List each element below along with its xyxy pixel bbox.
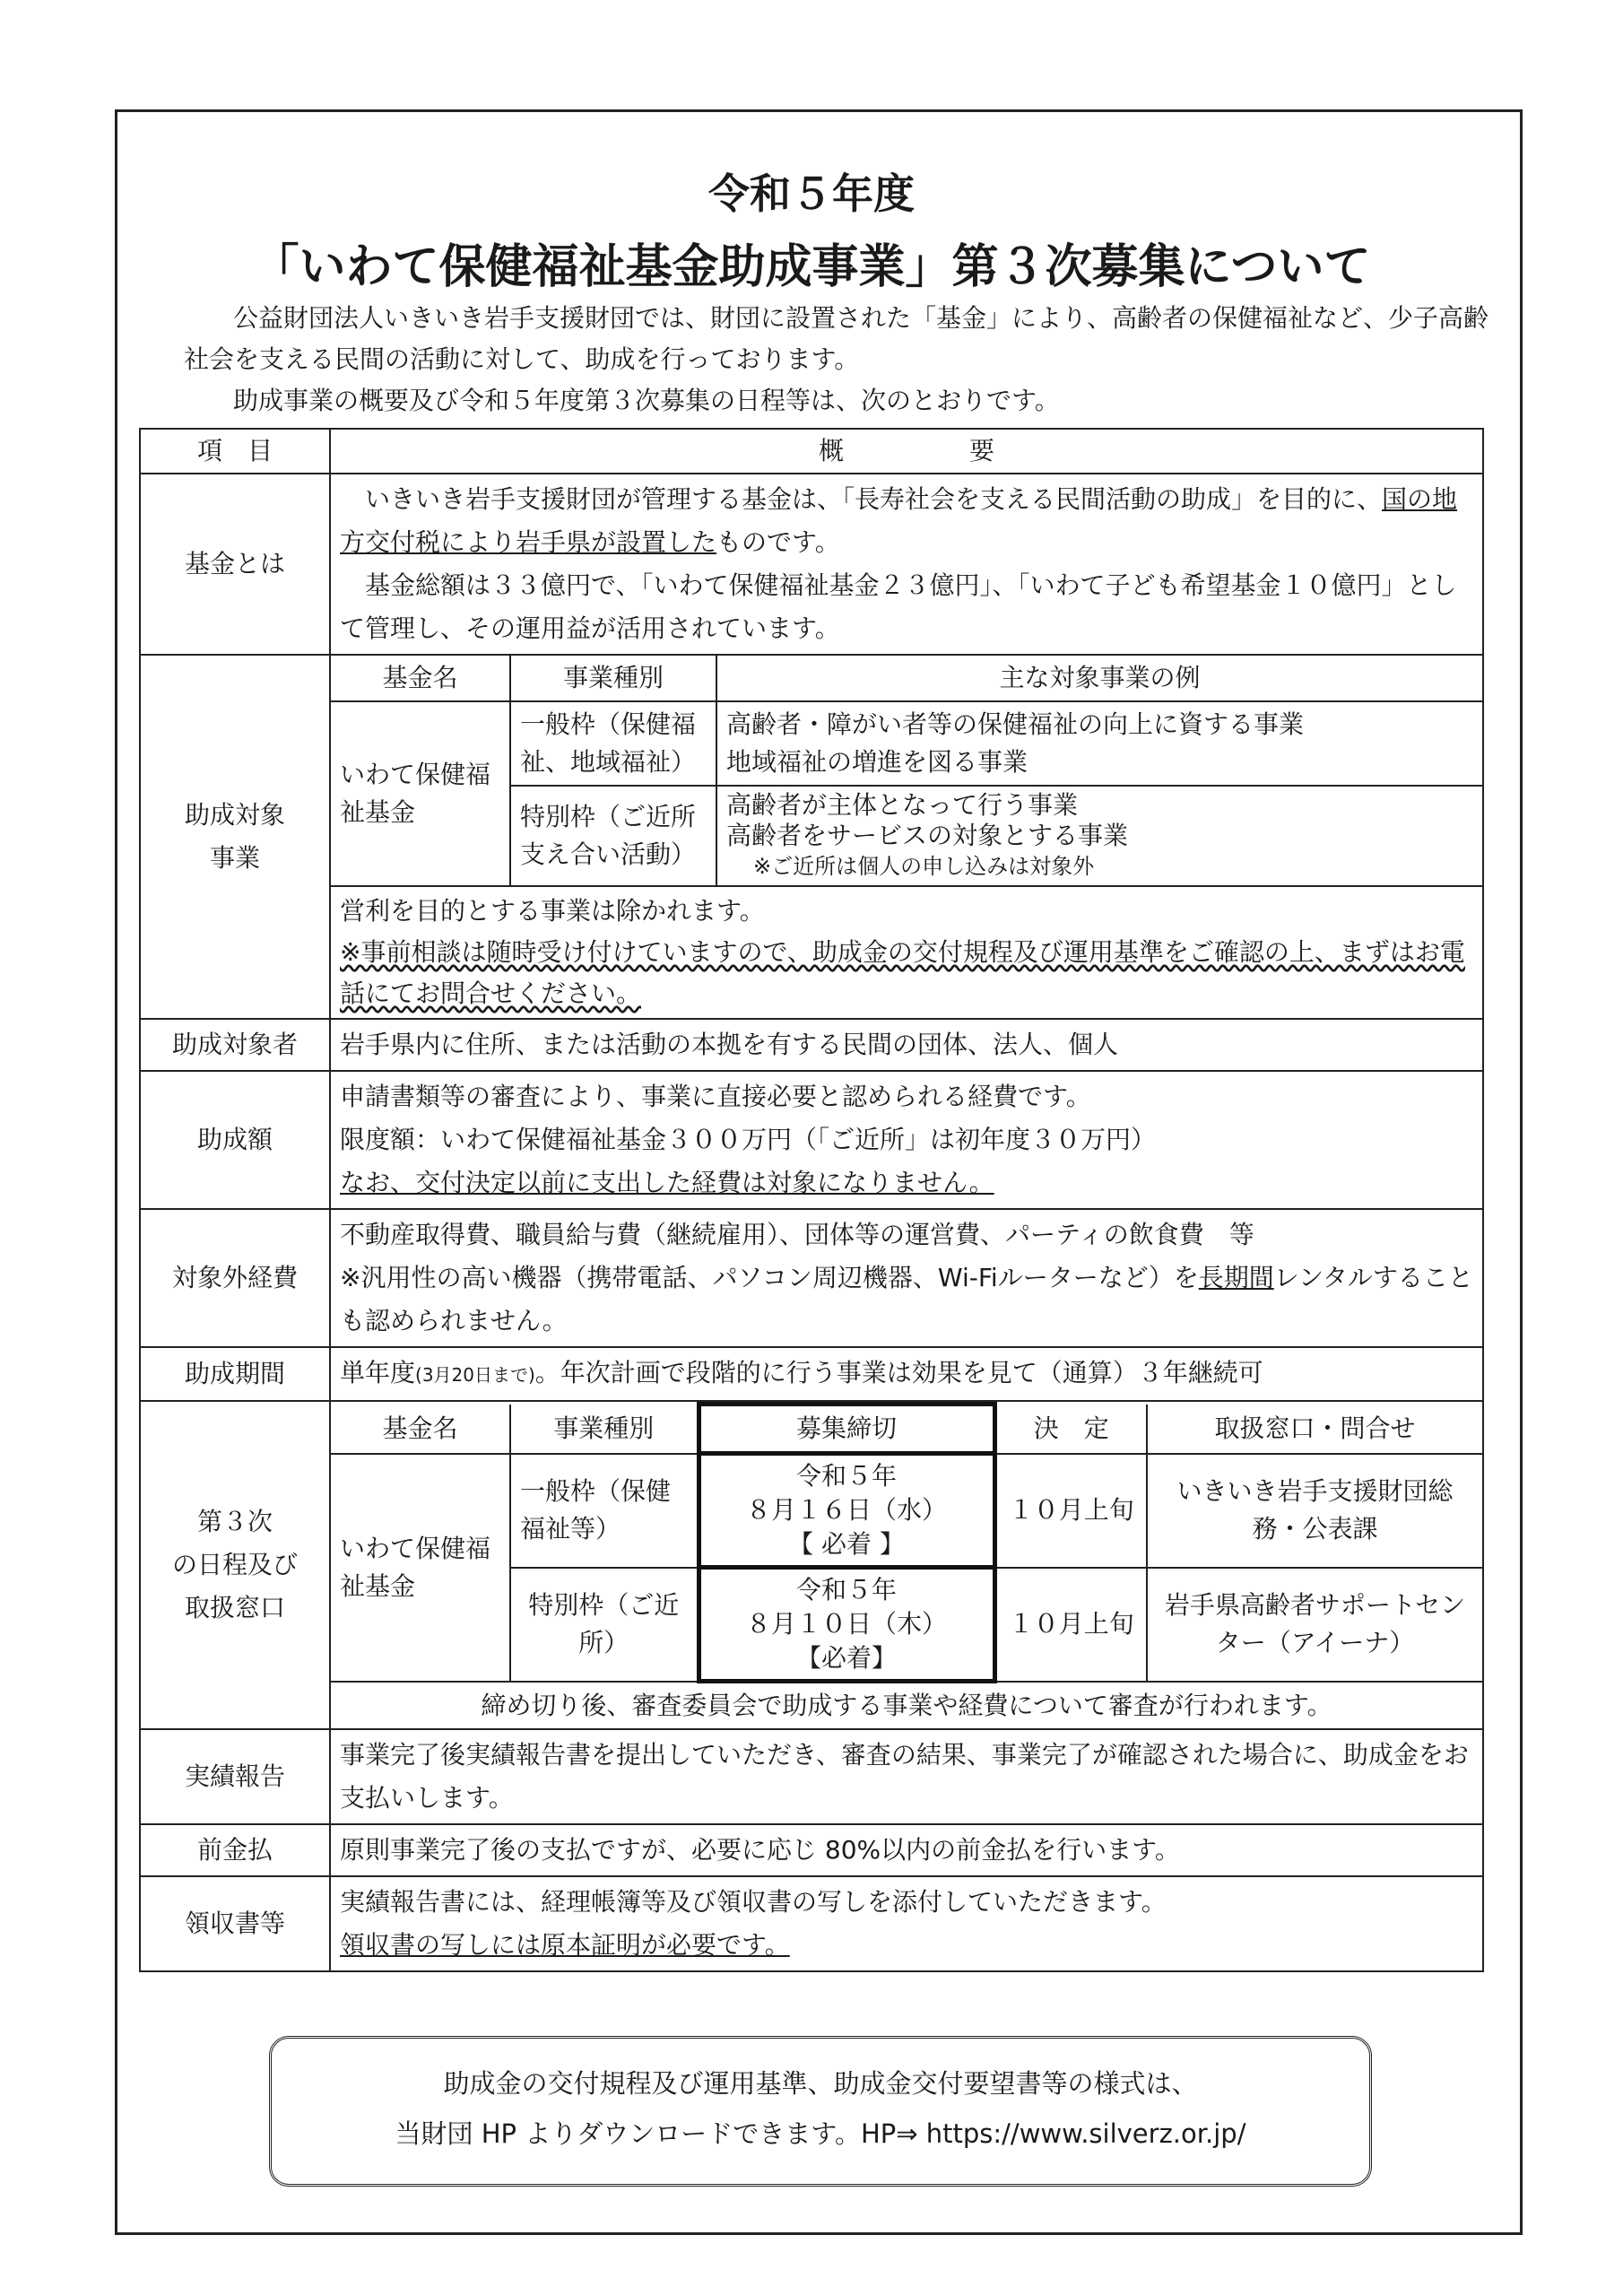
gai-line2c: レンタルすることも認められません。 bbox=[340, 1263, 1473, 1335]
sche-h-deadline: 募集締切 bbox=[699, 1405, 994, 1454]
sche-r1-type: 一般枠（保健福祉等） bbox=[510, 1454, 699, 1568]
row-gaku bbox=[140, 1071, 1483, 1209]
taisho-note2: ※事前相談は随時受け付けていますので、助成金の交付規程及び運用基準をご確認の上、まずはお電話にてお問合せください。 bbox=[340, 937, 1465, 1008]
kikan-b: (3月20日まで) bbox=[415, 1364, 535, 1386]
sche-r1-decide: １０月上旬 bbox=[994, 1454, 1147, 1568]
label-maekin: 前金払 bbox=[140, 1824, 330, 1876]
gai-line2-underlined: 長期間 bbox=[1198, 1263, 1274, 1292]
taisho-type1: 一般枠（保健福祉、地域福祉） bbox=[510, 701, 716, 786]
sche-r1-d3: 【 必着 】 bbox=[788, 1529, 905, 1559]
kikan-content bbox=[330, 1347, 1483, 1401]
sche-r1-deadline bbox=[699, 1454, 994, 1568]
schedule-content bbox=[330, 1401, 1483, 1729]
sche-h-type: 事業種別 bbox=[510, 1405, 699, 1454]
row-maekin bbox=[140, 1824, 1483, 1876]
download-note-line1: 助成金の交付規程及び運用基準、助成金交付要望書等の様式は、 bbox=[443, 2068, 1198, 2099]
page-title-year: 令和５年度 bbox=[708, 170, 915, 218]
taisho-subtable bbox=[331, 656, 1482, 1018]
kikin-line1: いきいき岩手支援財団が管理する基金は、「長寿社会を支える民間活動の助成」を目的に、 bbox=[365, 484, 1383, 514]
row-jisseki bbox=[140, 1729, 1483, 1824]
gaku-line3: なお、交付決定以前に支出した経費は対象になりません。 bbox=[340, 1168, 994, 1197]
taisho-content bbox=[330, 655, 1483, 1019]
gaku-line2: 限度額：いわて保健福祉基金３００万円（「ご近所」は初年度３０万円） bbox=[340, 1125, 1157, 1154]
ryoshu-line1: 実績報告書には、経理帳簿等及び領収書の写しを添付していただきます。 bbox=[340, 1887, 1167, 1917]
label-taisho-2: 事業 bbox=[209, 843, 260, 873]
ryoshu-content bbox=[330, 1876, 1483, 1971]
ryoshu-line2: 領収書の写しには原本証明が必要です。 bbox=[340, 1930, 790, 1960]
taisho-fund: いわて保健福祉基金 bbox=[331, 701, 510, 886]
sche-h-decide: 決 定 bbox=[994, 1405, 1147, 1454]
label-kikin: 基金とは bbox=[140, 474, 330, 655]
intro-paragraph: 公益財団法人いきいき岩手支援財団では、財団に設置された「基金」により、高齢者の保健福祉など、少子高齢社会を支える民間の活動に対して、助成を行っております。 bbox=[184, 303, 1489, 374]
taisho-example1a: 高齢者・障がい者等の保健福祉の向上に資する事業 bbox=[726, 709, 1305, 739]
sche-r1-d2: ８月１６日（水） bbox=[745, 1495, 947, 1525]
taisho-h-type: 事業種別 bbox=[510, 656, 716, 701]
sche-r2-type: 特別枠（ご近所） bbox=[510, 1568, 699, 1682]
label-schedule-1: 第３次 bbox=[196, 1507, 273, 1536]
taisho-notes bbox=[331, 886, 1482, 1018]
maekin-text: 原則事業完了後の支払ですが、必要に応じ 80%以内の前金払を行います。 bbox=[330, 1824, 1483, 1876]
sche-fund: いわて保健福祉基金 bbox=[331, 1454, 510, 1682]
kikin-line2-underlined: 国の地方交付税により岩手県が設置した bbox=[340, 484, 1458, 557]
taisho-example2 bbox=[716, 786, 1482, 886]
download-note-line2: 当財団 HP よりダウンロードできます。HP⇒ https://www.silverz.or.jp/ bbox=[395, 2118, 1246, 2149]
label-jisseki: 実績報告 bbox=[140, 1729, 330, 1824]
gaku-content bbox=[330, 1071, 1483, 1209]
taisho-example2b: 高齢者をサービスの対象とする事業 bbox=[726, 821, 1129, 850]
gai-line2a: ※汎用性の高い機器（携帯電話、パソコン周辺機器、Wi-Fiルーターなど）を bbox=[340, 1263, 1199, 1292]
sche-r2-d2: ８月１０日（木） bbox=[745, 1609, 947, 1639]
schedule-subtable bbox=[331, 1402, 1482, 1728]
gaku-line1: 申請書類等の審査により、事業に直接必要と認められる経費です。 bbox=[340, 1082, 1091, 1111]
label-gai: 対象外経費 bbox=[140, 1209, 330, 1347]
kikin-line3: 基金総額は３３億円で、「いわて保健福祉基金２３億円」、「いわて子ども希望基金１０億円」として管理し、その運用益が活用されています。 bbox=[340, 570, 1457, 643]
sche-h-contact: 取扱窓口・問合せ bbox=[1147, 1405, 1482, 1454]
sche-note: 締め切り後、審査委員会で助成する事業や経費について審査が行われます。 bbox=[331, 1682, 1482, 1729]
taisho-h-example: 主な対象事業の例 bbox=[716, 656, 1482, 701]
taisho-example2a: 高齢者が主体となって行う事業 bbox=[726, 790, 1079, 820]
row-ryoshu bbox=[140, 1876, 1483, 1971]
sche-r1-contact: いきいき岩手支援財団総務・公表課 bbox=[1147, 1454, 1482, 1568]
kikin-line2-end: ものです。 bbox=[716, 527, 840, 557]
label-schedule bbox=[140, 1401, 330, 1729]
row-taisho bbox=[140, 655, 1483, 1019]
label-schedule-3: 取扱窓口 bbox=[184, 1593, 285, 1622]
sche-h-fund: 基金名 bbox=[331, 1405, 510, 1454]
label-taishosha: 助成対象者 bbox=[140, 1019, 330, 1071]
label-ryoshu: 領収書等 bbox=[140, 1876, 330, 1971]
label-kikan: 助成期間 bbox=[140, 1347, 330, 1401]
download-note-box bbox=[269, 2036, 1372, 2187]
header-item: 項 目 bbox=[140, 429, 330, 474]
sche-r2-d3: 【必着】 bbox=[795, 1643, 897, 1673]
row-kikin bbox=[140, 474, 1483, 655]
label-gaku: 助成額 bbox=[140, 1071, 330, 1209]
taisho-example1 bbox=[716, 701, 1482, 786]
taisho-type2: 特別枠（ご近所支え合い活動） bbox=[510, 786, 716, 886]
taisho-example2c: ※ご近所は個人の申し込みは対象外 bbox=[753, 854, 1095, 879]
taishosha-text: 岩手県内に住所、または活動の本拠を有する民間の団体、法人、個人 bbox=[330, 1019, 1483, 1071]
row-kikan bbox=[140, 1347, 1483, 1401]
kikan-a: 単年度 bbox=[340, 1358, 416, 1387]
taisho-h-fund: 基金名 bbox=[331, 656, 510, 701]
sche-r2-d1: 令和５年 bbox=[795, 1575, 897, 1605]
table-header-row bbox=[140, 429, 1483, 474]
gai-content bbox=[330, 1209, 1483, 1347]
taisho-note1: 営利を目的とする事業は除かれます。 bbox=[340, 896, 765, 926]
sche-r1-d1: 令和５年 bbox=[795, 1461, 897, 1491]
sche-r2-decide: １０月上旬 bbox=[994, 1568, 1147, 1682]
gai-line1: 不動産取得費、職員給与費（継続雇用）、団体等の運営費、パーティの飲食費 等 bbox=[340, 1220, 1254, 1249]
header-summary: 概 要 bbox=[330, 429, 1483, 474]
overview-table bbox=[139, 428, 1484, 1972]
label-schedule-2: の日程及び bbox=[171, 1550, 298, 1579]
taisho-example1b: 地域福祉の増進を図る事業 bbox=[726, 747, 1028, 777]
kikin-content bbox=[330, 474, 1483, 655]
jisseki-text: 事業完了後実績報告書を提出していただき、審査の結果、事業完了が確認された場合に、助成金をお支払いします。 bbox=[330, 1729, 1483, 1824]
row-taishosha bbox=[140, 1019, 1483, 1071]
row-gai bbox=[140, 1209, 1483, 1347]
intro-schedule-paragraph: 助成事業の概要及び令和５年度第３次募集の日程等は、次のとおりです。 bbox=[233, 386, 1060, 415]
row-schedule bbox=[140, 1401, 1483, 1729]
kikan-c: 。年次計画で段階的に行う事業は効果を見て（通算）３年継続可 bbox=[534, 1358, 1263, 1387]
label-taisho bbox=[140, 655, 330, 1019]
sche-r2-deadline bbox=[699, 1568, 994, 1682]
sche-r2-contact: 岩手県高齢者サポートセンター（アイーナ） bbox=[1147, 1568, 1482, 1682]
page-title: 「いわて保健福祉基金助成事業」第３次募集について bbox=[252, 240, 1371, 294]
label-taisho-1: 助成対象 bbox=[184, 800, 285, 830]
